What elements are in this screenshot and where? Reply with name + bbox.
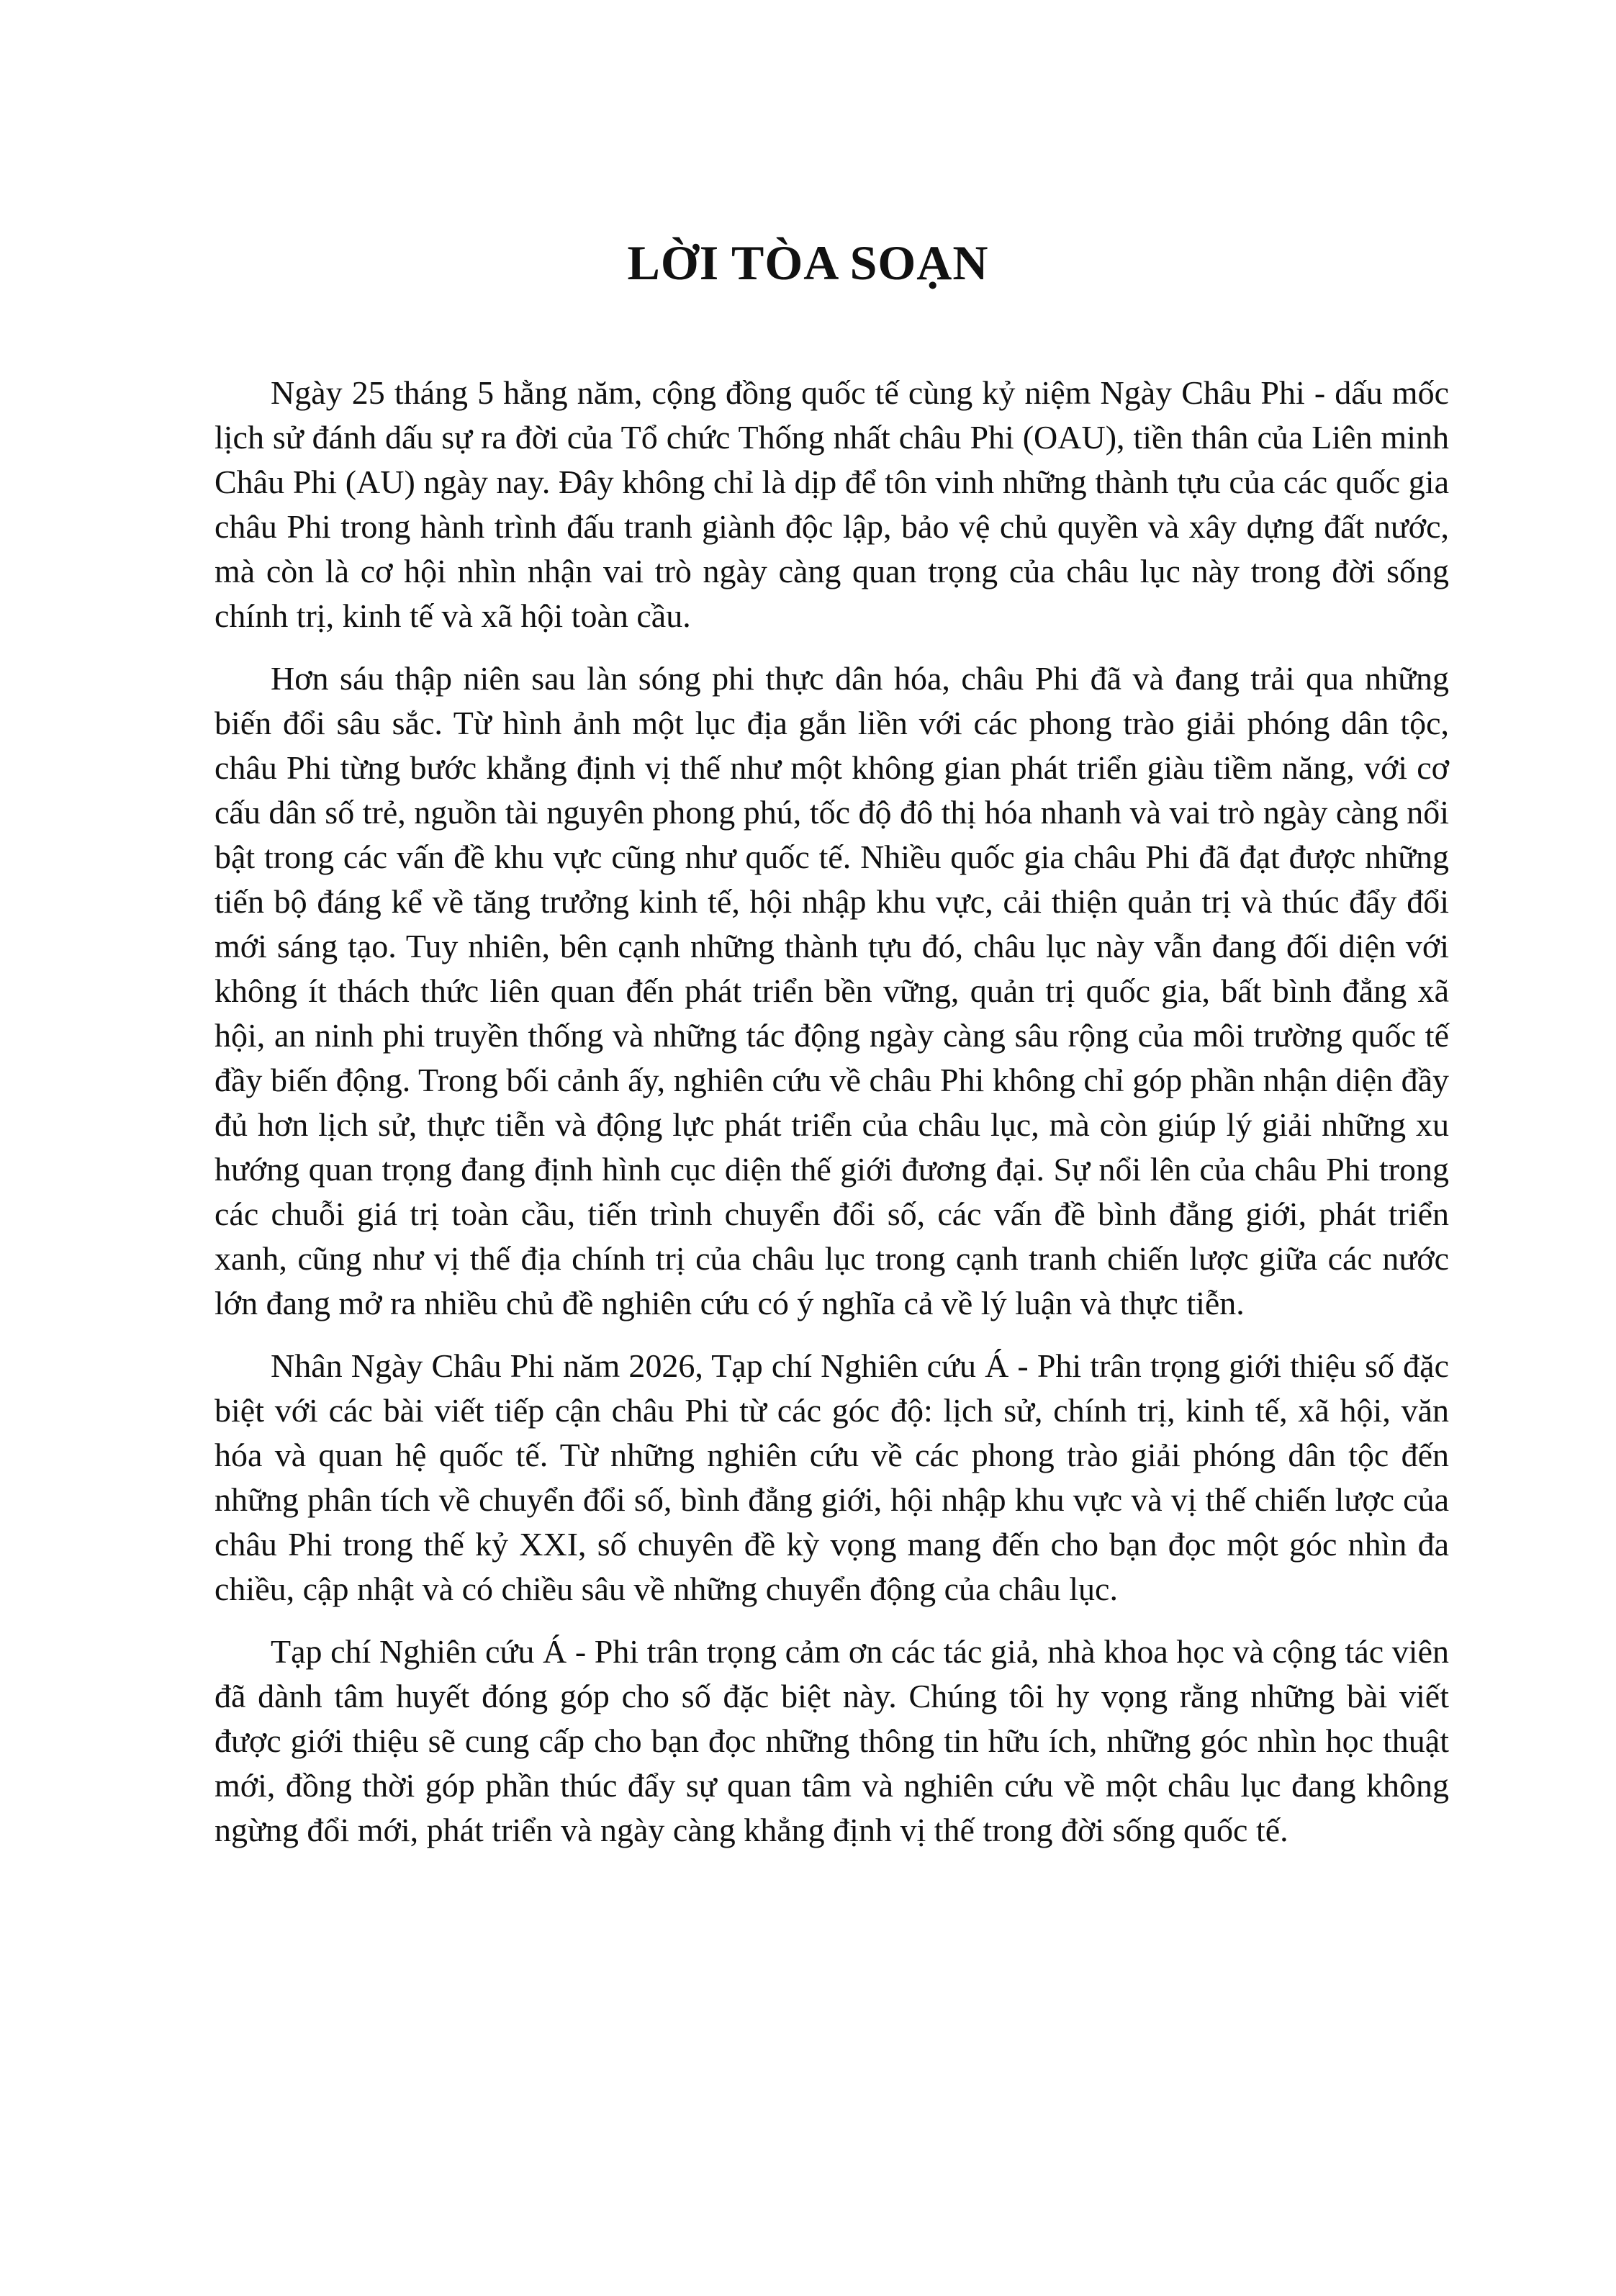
paragraph-1: Ngày 25 tháng 5 hằng năm, cộng đồng quốc tế cùng kỷ niệm Ngày Châu Phi - dấu mốc lịch sử đánh dấu sự ra đời của Tổ chức Thống nhất châu Phi (OAU), tiền thân của Liên minh Châu Phi (AU) ngày nay. Đây không chỉ là dịp để tôn vinh những thành tựu của các quốc gia châu Phi trong hành trình đấu tranh giành độc lập, bảo vệ chủ quyền và xây dựng đất nước, mà còn là cơ hội nhìn nhận vai trò ngày càng quan trọng của châu lục này trong đời sống chính trị, kinh tế và xã hội toàn cầu. (215, 374, 1449, 634)
paragraph-3: Nhân Ngày Châu Phi năm 2026, Tạp chí Nghiên cứu Á - Phi trân trọng giới thiệu số đặc biệt với các bài viết tiếp cận châu Phi từ các góc độ: lịch sử, chính trị, kinh tế, xã hội, văn hóa và quan hệ quốc tế. Từ những nghiên cứu về các phong trào giải phóng dân tộc đến những phân tích về chuyển đổi số, bình đẳng giới, hội nhập khu vực và vị thế chiến lược của châu Phi trong thế kỷ XXI, số chuyên đề kỳ vọng mang đến cho bạn đọc một góc nhìn đa chiều, cập nhật và có chiều sâu về những chuyển động của châu lục. (215, 1347, 1449, 1607)
paragraph-2: Hơn sáu thập niên sau làn sóng phi thực dân hóa, châu Phi đã và đang trải qua những biến đổi sâu sắc. Từ hình ảnh một lục địa gắn liền với các phong trào giải phóng dân tộc, châu Phi từng bước khẳng định vị thế như một không gian phát triển giàu tiềm năng, với cơ cấu dân số trẻ, nguồn tài nguyên phong phú, tốc độ đô thị hóa nhanh và vai trò ngày càng nổi bật trong các vấn đề khu vực cũng như quốc tế. Nhiều quốc gia châu Phi đã đạt được những tiến bộ đáng kể về tăng trưởng kinh tế, hội nhập khu vực, cải thiện quản trị và thúc đẩy đổi mới sáng tạo. Tuy nhiên, bên cạnh những thành tựu đó, châu lục này vẫn đang đối diện với không ít thách thức liên quan đến phát triển bền vững, quản trị quốc gia, bất bình đẳng xã hội, an ninh phi truyền thống và những tác động ngày càng sâu rộng của môi trường quốc tế đầy biến động. Trong bối cảnh ấy, nghiên cứu về châu Phi không chỉ góp phần nhận diện đầy đủ hơn lịch sử, thực tiễn và động lực phát triển của châu lục, mà còn giúp lý giải những xu hướng quan trọng đang định hình cục diện thế giới đương đại. Sự nổi lên của châu Phi trong các chuỗi giá trị toàn cầu, tiến trình chuyển đổi số, các vấn đề bình đẳng giới, phát triển xanh, cũng như vị thế địa chính trị của châu lục trong cạnh tranh chiến lược giữa các nước lớn đang mở ra nhiều chủ đề nghiên cứu có ý nghĩa cả về lý luận và thực tiễn. (215, 660, 1449, 1321)
paragraph-4: Tạp chí Nghiên cứu Á - Phi trân trọng cảm ơn các tác giả, nhà khoa học và cộng tác viên đã dành tâm huyết đóng góp cho số đặc biệt này. Chúng tôi hy vọng rằng những bài viết được giới thiệu sẽ cung cấp cho bạn đọc những thông tin hữu ích, những góc nhìn học thuật mới, đồng thời góp phần thúc đẩy sự quan tâm và nghiên cứu về một châu lục đang không ngừng đổi mới, phát triển và ngày càng khẳng định vị thế trong đời sống quốc tế. (215, 1633, 1449, 1848)
page-title: LỜI TÒA SOẠN (627, 235, 989, 290)
document-body (215, 371, 1449, 1871)
